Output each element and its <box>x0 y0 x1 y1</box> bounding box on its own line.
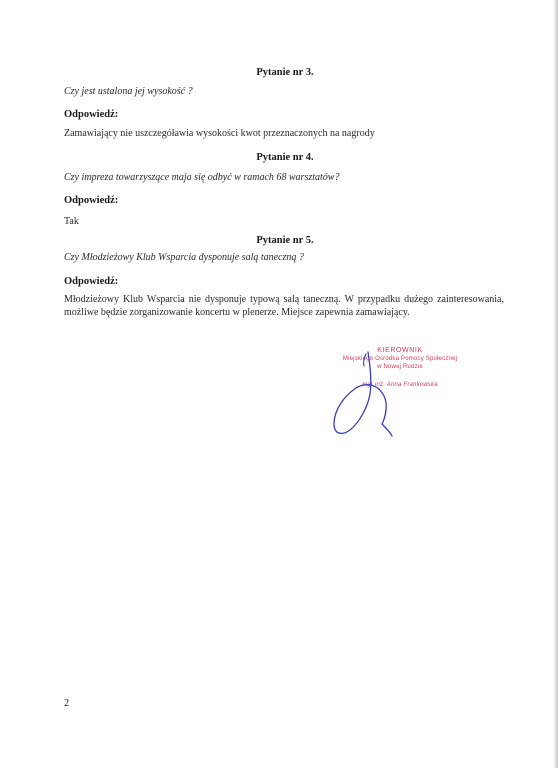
answer-4-text: Tak <box>64 216 79 227</box>
answer-5-label: Odpowiedź: <box>64 276 119 287</box>
question-3-title: Pytanie nr 3. <box>256 67 314 78</box>
question-5-text: Czy Młodzieżowy Klub Wsparcia dysponuje salą taneczną ? <box>64 252 304 263</box>
answer-3-text: Zamawiający nie uszczegóławia wysokości kwot przeznaczonych na nagrody <box>64 128 375 139</box>
question-5-title: Pytanie nr 5. <box>256 235 314 246</box>
stamp-institution: Miejskiego Ośrodka Pomocy Społecznej <box>342 356 458 362</box>
answer-3-label: Odpowiedź: <box>64 109 119 120</box>
answer-4-label: Odpowiedź: <box>64 195 119 206</box>
question-4-text: Czy impreza towarzyszące maja się odbyć w ramach 68 warsztatów? <box>64 172 340 183</box>
stamp-signatory-name: mgr inż. Anna Frankowska <box>362 382 438 388</box>
handwritten-signature <box>326 344 406 439</box>
question-4-title: Pytanie nr 4. <box>256 152 314 163</box>
page-edge-shadow <box>553 0 558 768</box>
stamp-location: w Nowej Rudzie <box>377 364 423 370</box>
page-number: 2 <box>64 698 69 709</box>
answer-5-text: Młodzieżowy Klub Wsparcia nie dysponuje typową salą taneczną. W przypadku dużego zainteresowania, możliwe będzie zorganizowanie koncertu w plenerze. Miejsce zapewnia zamawiający. <box>64 294 504 318</box>
question-3-text: Czy jest ustalona jej wysokość ? <box>64 86 193 97</box>
stamp-title: KIEROWNIK <box>377 347 423 354</box>
